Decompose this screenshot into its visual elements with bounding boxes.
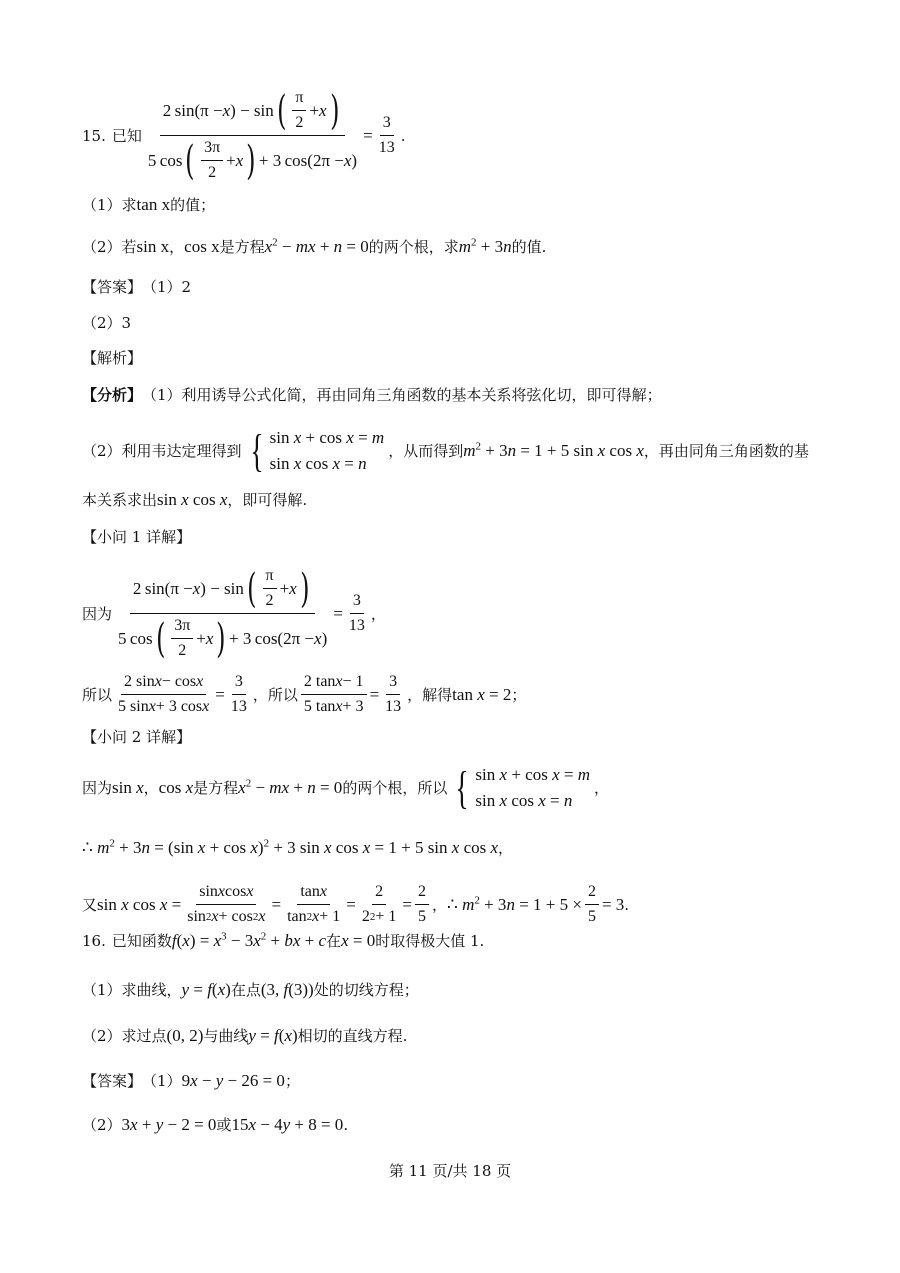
analysis-fx3-a: 本关系求出 <box>82 491 158 509</box>
q16-curve: y = f(x) <box>181 980 231 999</box>
sub1-line2: 所以 2 sin x − cos x 5 sin x + 3 cos x = $\frac{3}{13}$ ，所以 2 tan x − 1 5 tan x + 3 = $\frac{3}{13}$ ，解得 tan x = 2 ； <box>82 673 527 715</box>
answer16-line1 <box>82 1071 300 1091</box>
analysis-fx3-b: ，即可得解. <box>227 491 308 509</box>
sub2-because: 因为 <box>82 779 113 797</box>
sub2-end2: ， <box>498 839 514 857</box>
sub1-heading <box>82 527 191 547</box>
sub2-cos: cos x <box>158 778 194 797</box>
sub2-frac4: $\frac{2}{5}$ <box>415 882 429 927</box>
sub2-final: ∴ $m^2 + 3n = 1 + 5$ × <box>446 893 582 914</box>
q16-part1 <box>82 980 419 1000</box>
q15-part2-text-b: 是方程 <box>219 238 265 256</box>
answer16-a1-pre: （1） <box>142 1072 182 1090</box>
q16-part1-c: 处的切线方程； <box>313 981 419 999</box>
analysis-fx2-a: （2）利用韦达定理得到 <box>82 442 242 460</box>
q16-function: $f(x) = x^3 - 3x^2$ + bx + c <box>171 930 327 950</box>
answer15-a1: （1）2 <box>142 278 192 296</box>
q15-rhs-fraction: $\frac{3}{13}$ <box>378 114 395 156</box>
answer16-a2-or: 或 <box>216 1116 232 1134</box>
answer15-line2 <box>82 313 131 333</box>
q15-lead: 已知 <box>111 126 142 145</box>
sub1-label: 【小问 1 详解】 <box>82 528 192 546</box>
q15-part1-text: （1）求 <box>82 196 137 214</box>
q16-point: (3, f(3)) <box>260 980 314 999</box>
sub2-comma3: ， <box>431 895 447 914</box>
analysis-label: 【解析】 <box>82 349 143 367</box>
analysis-fx2-b: ，从而得到 <box>388 442 464 460</box>
q15-part2 <box>82 237 546 257</box>
q15-part2-text-c: 的两个根，求 <box>368 238 459 256</box>
q16-part2 <box>82 1026 407 1046</box>
sub1-comma: ， <box>370 604 386 623</box>
q15-part2-sin: sin x <box>136 237 170 256</box>
answer15-line1 <box>82 277 191 297</box>
analysis-fx2-c: ，再由同角三角函数的基 <box>643 442 809 460</box>
sub1-result: tan x = 2 <box>452 684 512 704</box>
sub1-frac-sincos: 2 sin x − cos x 5 sin x + 3 cos x <box>118 673 210 715</box>
q16-point2: (0, 2) <box>166 1026 204 1045</box>
sub1-frac-rhs1: $\frac{3}{13}$ <box>230 673 247 715</box>
sub1-rhs-fraction: $\frac{3}{13}$ <box>348 592 365 634</box>
answer15-a2: （2）3 <box>82 314 132 332</box>
sub2-sincos: sin x cos x = <box>97 894 182 914</box>
sub2-equation: $x^2$ − mx + n = 0 <box>238 777 343 797</box>
q15-part2-text-d: 的值. <box>511 238 547 256</box>
sub2-heading <box>82 727 191 747</box>
q15-part2-comma: ， <box>169 238 185 256</box>
q15-part1-math: tan x <box>136 195 171 214</box>
answer16-a2-pre: （2） <box>82 1116 122 1134</box>
analysis-line3 <box>82 490 307 510</box>
answer16-a1-end: ； <box>284 1072 300 1090</box>
analysis-line2 <box>82 425 809 477</box>
q15-part2-cos: cos x <box>184 237 220 256</box>
q16-number: 16. <box>82 932 106 950</box>
sub2-expansion: $m^2 + 3n = (\sin$ x + cos x)$^2$ + 3 sin x cos x = 1 + 5 sin x cos x <box>97 837 499 857</box>
q16-part2-c: 相切的直线方程. <box>297 1027 408 1045</box>
q16-statement <box>82 931 484 951</box>
sub1-because: 因为 <box>82 604 113 623</box>
sub1-frac-tan: 2 tan x − 1 5 tan x + 3 <box>301 672 367 717</box>
sub2-sin: sin x <box>112 778 144 797</box>
q16-part1-b: 在点 <box>230 981 261 999</box>
sub2-line1 <box>82 762 609 814</box>
answer16-a1: 9x − y − 26 = 0 <box>181 1071 285 1090</box>
q15-target-expr: $m^2 + 3n$ <box>458 236 512 256</box>
sub1-main-fraction: 2 sin(π − x ) − sin ( $\frac{\pi}{2}$ + x ) 5 cos ( $\frac{3\pi}{2}$ + x ) + 3 cos(2π − x ) <box>118 565 328 662</box>
sub2-therefore: ∴ <box>82 838 93 857</box>
q15-part1 <box>82 195 215 215</box>
q15-number: 15. <box>82 126 106 145</box>
analysis-line1 <box>82 385 662 405</box>
sub2-end1: ， <box>593 779 609 797</box>
sub2-label: 【小问 2 详解】 <box>82 728 192 746</box>
q16-part1-a: （1）求曲线， <box>82 981 182 999</box>
sub2-also: 又 <box>82 895 98 914</box>
sub2-is-root: 是方程 <box>193 779 239 797</box>
answer16-a2-eq2: 15x − 4y + 8 = 0 <box>231 1115 344 1134</box>
sub2-frac1: sin x cos x sin 2 x + cos 2 x <box>187 883 266 925</box>
sub2-two-roots: 的两个根，所以 <box>342 779 448 797</box>
analysis-fx-text: （1）利用诱导公式化简，再由同角三角函数的基本关系将弦化切，即可得解； <box>142 386 662 404</box>
sub2-line2 <box>82 838 513 858</box>
answer15-label: 【答案】 <box>82 278 143 296</box>
q15-equation: $x^2$ − mx + n = 0 <box>264 236 369 256</box>
q15-part2-text-a: （2）若 <box>82 238 137 256</box>
q16-x0: x = 0 <box>341 931 376 950</box>
sub1-so: 所以 <box>82 685 113 704</box>
answer16-label: 【答案】 <box>82 1072 143 1090</box>
q16-max: 时取得极大值 1. <box>375 932 485 950</box>
analysis-heading <box>82 348 142 368</box>
analysis-sincos: sin x cos x <box>157 490 228 509</box>
q15-statement: 15. 已知 2 sin(π − x ) − sin ( $\frac{\pi}{2}$ + x ) 5 cos ( $\frac{3\pi}{2}$ + x ) + 3 cos(2π − x ) = $\frac{3}{13}$ . <box>82 87 406 184</box>
analysis-fx-label: 【分析】 <box>82 386 143 404</box>
q16-part2-b: 与曲线 <box>203 1027 249 1045</box>
vieta-system: { sin x + cos x = m sin x cos x = n <box>249 425 385 476</box>
sub2-end3: . <box>624 895 630 914</box>
sub2-line3: 又 sin x cos x = sin x cos x sin 2 x + cos 2 x = tan x tan 2 x + 1 = 2 2 2 + 1 = $\frac{2}{5}$ ， ∴ $m^2 + 3n = 1 + 5$ × $\frac{2}{5}$ = 3 . <box>82 883 630 925</box>
sub2-comma1: ， <box>143 779 159 797</box>
q16-at: 在 <box>326 932 342 950</box>
answer16-a2-eq1: 3x + y − 2 = 0 <box>121 1115 217 1134</box>
sub1-so2: ，所以 <box>252 685 298 704</box>
q15-period: . <box>400 126 406 145</box>
sub1-line1: 因为 2 sin(π − x ) − sin ( $\frac{\pi}{2}$ + x ) 5 cos ( $\frac{3\pi}{2}$ + x ) + 3 cos(2π − x ) = $\frac{3}{13}$ ， <box>82 565 386 662</box>
answer16-a2-end: . <box>343 1116 349 1134</box>
sub1-frac-rhs2: $\frac{3}{13}$ <box>385 673 402 715</box>
q16-lead: 已知函数 <box>111 932 172 950</box>
sub1-solve: ，解得 <box>407 685 453 704</box>
sub2-frac2: tan x tan 2 x + 1 <box>287 883 341 925</box>
analysis-identity: $m^2 + 3n = 1 + 5$ sin x cos x <box>463 440 644 460</box>
sub2-frac5: $\frac{2}{5}$ <box>585 882 599 927</box>
q16-curve2: y = f(x) <box>248 1026 298 1045</box>
sub1-end: ； <box>511 685 527 704</box>
q15-part1-end: 的值； <box>170 196 216 214</box>
page-footer: 第 11 页/共 18 页 <box>388 1162 512 1180</box>
q15-main-fraction: 2 sin(π − x ) − sin ( $\frac{\pi}{2}$ + x ) 5 cos ( $\frac{3\pi}{2}$ + x ) + 3 cos(2π − x ) <box>147 87 358 184</box>
q16-part2-a: （2）求过点 <box>82 1027 167 1045</box>
answer16-line2 <box>82 1115 348 1135</box>
sub2-frac3: 2 2 2 + 1 <box>361 883 397 925</box>
sub2-vieta-system: { sin x + cos x = m sin x cos x = n <box>455 762 590 813</box>
